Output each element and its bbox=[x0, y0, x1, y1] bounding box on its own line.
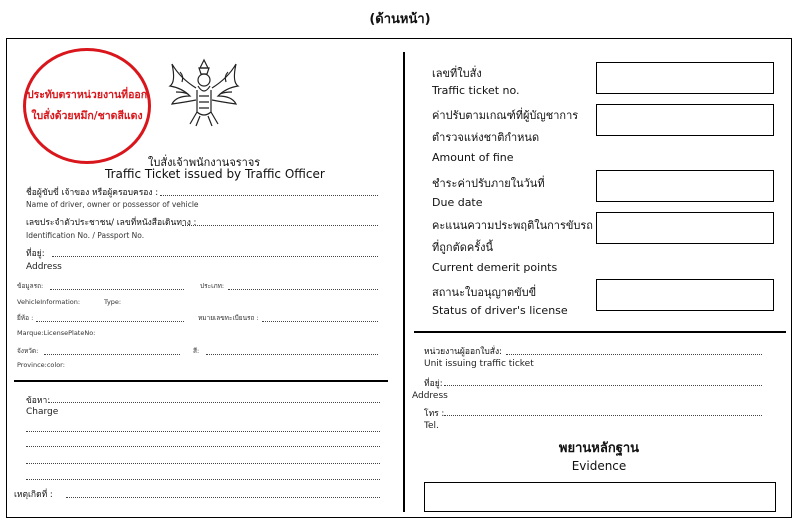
fine-label-thai-1: ค่าปรับตามเกณฑ์ที่ผู้บัญชาการ bbox=[432, 109, 579, 122]
id-number-field[interactable] bbox=[182, 225, 378, 226]
type-label-english: Type: bbox=[104, 298, 122, 306]
charge-field-line-4[interactable] bbox=[26, 463, 380, 464]
charge-field-line-2[interactable] bbox=[26, 431, 380, 432]
charge-label-thai: ข้อหา: bbox=[26, 396, 51, 406]
due-date-label-english: Due date bbox=[432, 196, 483, 209]
demerit-points-box[interactable] bbox=[596, 212, 774, 244]
demerit-label-thai-1: คะแนนความประพฤติในการขับรถ bbox=[432, 219, 593, 232]
evidence-box[interactable] bbox=[424, 482, 776, 512]
province-field[interactable] bbox=[44, 354, 180, 355]
unit-address-field[interactable] bbox=[444, 385, 762, 386]
address-label-english: Address bbox=[26, 262, 62, 272]
charge-field-line-5[interactable] bbox=[26, 479, 380, 480]
ticket-no-box[interactable] bbox=[596, 62, 774, 94]
issuing-unit-field[interactable] bbox=[506, 354, 762, 355]
charge-label-english: Charge bbox=[26, 407, 59, 417]
issuing-unit-label-thai: หน่วยงานผู้ออกใบสั่ง: bbox=[424, 347, 502, 357]
left-section-divider bbox=[14, 380, 388, 382]
demerit-label-thai-2: ที่ถูกตัดครั้งนี้ bbox=[432, 241, 494, 254]
color-field[interactable] bbox=[206, 354, 378, 355]
incident-location-field[interactable] bbox=[66, 497, 380, 498]
id-label-thai: เลขประจำตัวประชาชน/ เลขที่หนังสือเดินทาง : bbox=[26, 218, 197, 228]
evidence-title-english: Evidence bbox=[571, 459, 627, 473]
brand-plate-label-english: Marque:LicensePlateNo: bbox=[17, 329, 96, 337]
ticket-no-label-english: Traffic ticket no. bbox=[432, 84, 520, 97]
driver-name-label-english: Name of driver, owner or possessor of vehicle bbox=[26, 200, 199, 209]
garuda-emblem-icon bbox=[166, 56, 242, 128]
brand-label-thai: ยี่ห้อ : bbox=[17, 314, 34, 322]
driver-name-label-thai: ชื่อผู้ขับขี่ เจ้าของ หรือผู้ครอบครอง : bbox=[26, 188, 159, 198]
unit-address-label-thai: ที่อยู่: bbox=[424, 379, 443, 389]
issuing-unit-label-english: Unit issuing traffic ticket bbox=[424, 359, 534, 369]
address-field[interactable] bbox=[52, 256, 378, 257]
incident-location-label-thai: เหตุเกิดที่ : bbox=[14, 490, 53, 500]
plate-field[interactable] bbox=[262, 321, 378, 322]
plate-label-thai: หมายเลขทะเบียนรถ : bbox=[198, 314, 259, 322]
fine-label-thai-2: ตำรวจแห่งชาติกำหนด bbox=[432, 131, 540, 144]
address-label-thai: ที่อยู่: bbox=[26, 249, 45, 259]
stamp-line-2: ใบสั่งด้วยหมึก/ชาดสีแดง bbox=[31, 110, 143, 122]
right-section-divider bbox=[414, 331, 786, 333]
license-status-label-thai: สถานะใบอนุญาตขับขี่ bbox=[432, 286, 537, 299]
license-status-box[interactable] bbox=[596, 279, 774, 311]
province-label-thai: จังหวัด: bbox=[17, 347, 39, 355]
evidence-title-thai: พยานหลักฐาน bbox=[558, 441, 640, 456]
ticket-title-english: Traffic Ticket issued by Traffic Officer bbox=[105, 167, 325, 181]
id-label-english: Identification No. / Passport No. bbox=[26, 231, 145, 240]
brand-field[interactable] bbox=[36, 321, 184, 322]
vehicle-field[interactable] bbox=[50, 289, 184, 290]
type-field[interactable] bbox=[228, 289, 378, 290]
fine-amount-box[interactable] bbox=[596, 104, 774, 136]
tel-field[interactable] bbox=[444, 415, 762, 416]
driver-name-field[interactable] bbox=[160, 195, 378, 196]
color-label-thai: สี: bbox=[193, 347, 200, 355]
unit-address-label-english: Address bbox=[412, 391, 448, 401]
license-status-label-english: Status of driver's license bbox=[432, 304, 568, 317]
province-color-label-english: Province:color: bbox=[17, 361, 65, 369]
ticket-no-label-thai: เลขที่ใบสั่ง bbox=[432, 67, 482, 80]
stamp-line-1: ประทับตราหน่วยงานที่ออก bbox=[26, 89, 148, 101]
tel-label-english: Tel. bbox=[424, 421, 439, 431]
ticket-title-thai: ใบสั่งเจ้าพนักงานจราจร bbox=[148, 156, 261, 169]
charge-field-line-1[interactable] bbox=[48, 402, 380, 403]
page-side-label: (ด้านหน้า) bbox=[369, 12, 431, 27]
fine-label-english: Amount of fine bbox=[432, 151, 514, 164]
vehicle-label-english: VehicleInformation: bbox=[17, 298, 81, 306]
demerit-label-english: Current demerit points bbox=[432, 261, 558, 274]
vehicle-label-thai: ข้อมูลรถ: bbox=[17, 282, 44, 290]
type-label-thai: ประเภท: bbox=[200, 282, 225, 290]
tel-label-thai: โทร : bbox=[424, 409, 445, 419]
charge-field-line-3[interactable] bbox=[26, 446, 380, 447]
official-stamp-area bbox=[23, 48, 151, 164]
due-date-label-thai: ชำระค่าปรับภายในวันที่ bbox=[432, 177, 545, 190]
due-date-box[interactable] bbox=[596, 170, 774, 202]
